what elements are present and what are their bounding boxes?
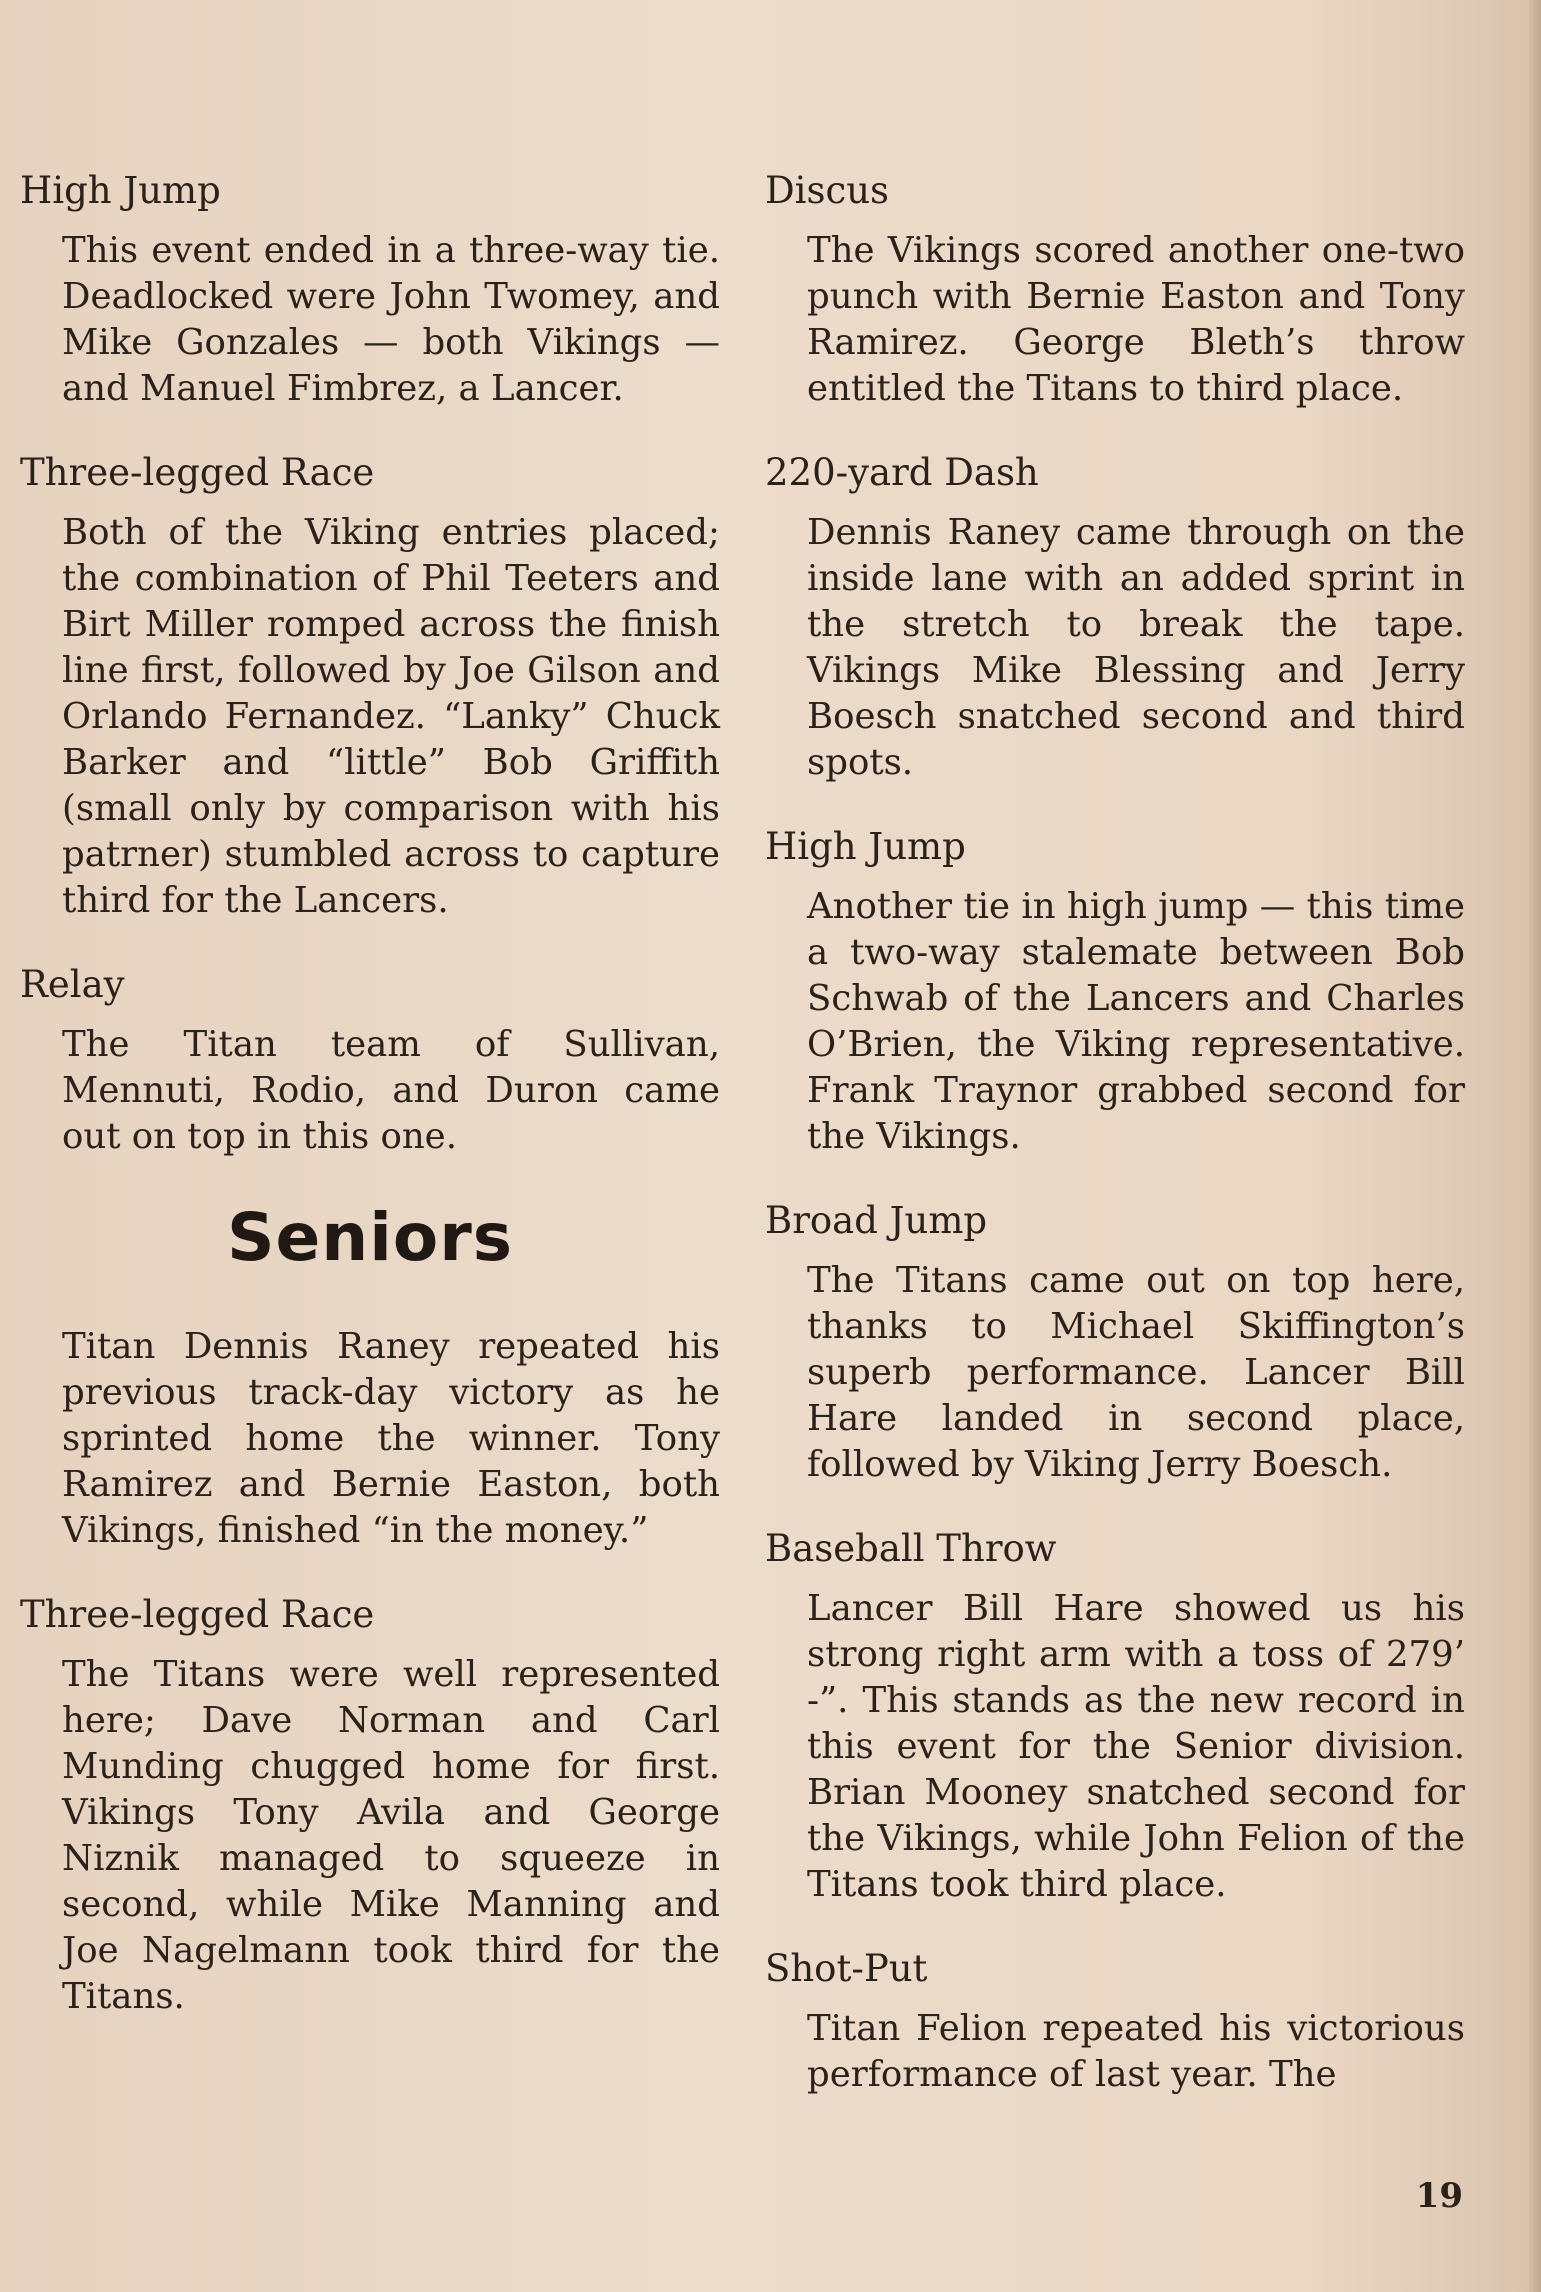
section-three-legged-race: [20, 450, 720, 924]
section-shot-put: [765, 1946, 1465, 2098]
section-body: Both of the Viking entries placed; the combination of Phil Teeters and Birt Miller romped across the finish line first, followed by Joe Gilson and Orlando Fernandez. “Lanky” Chuck Barker and “little” Bob Griffith (small only by comparison with his patrner) stumbled across to capture third for the Lancers.: [62, 512, 720, 921]
seniors-intro-text: Titan Dennis Raney repeated his previous track-day victory as he sprinted home the winner. Tony Ramirez and Bernie Easton, both Vikings, finished “in the money.”: [62, 1326, 720, 1551]
section-broad-jump: [765, 1198, 1465, 1488]
right-column: [765, 168, 1465, 2136]
section-body: The Titan team of Sullivan, Mennuti, Rodio, and Duron came out on top in this one.: [62, 1024, 720, 1157]
section-heading: Three-legged Race: [20, 1593, 375, 1636]
section-body: This event ended in a three-way tie. Deadlocked were John Twomey, and Mike Gonzales — both Vikings — and Manuel Fimbrez, a Lancer.: [62, 230, 720, 409]
section-seniors-three-legged-race: [20, 1592, 720, 2020]
section-heading: Baseball Throw: [765, 1527, 1057, 1570]
section-body: The Titans came out on top here, thanks to Michael Skiffington’s superb performance. Lancer Bill Hare landed in second place, followed by Viking Jerry Boesch.: [807, 1260, 1465, 1485]
section-high-jump: [20, 168, 720, 412]
section-body: Titan Felion repeated his victorious performance of last year. The: [807, 2008, 1465, 2095]
section-body: Dennis Raney came through on the inside lane with an added sprint in the stretch to break the tape. Vikings Mike Blessing and Jerry Boesch snatched second and third spots.: [807, 512, 1465, 783]
section-high-jump-seniors: [765, 824, 1465, 1160]
section-heading: Broad Jump: [765, 1199, 988, 1242]
section-relay: [20, 962, 720, 1160]
left-column: [20, 168, 720, 2058]
section-220-yard-dash: [765, 450, 1465, 786]
page-edge: [1529, 0, 1541, 2292]
section-heading: Relay: [20, 963, 125, 1006]
page-number: 19: [1415, 2176, 1463, 2216]
section-heading: High Jump: [20, 169, 221, 212]
section-heading: Discus: [765, 169, 890, 212]
section-body: Another tie in high jump — this time a two-way stalemate between Bob Schwab of the Lancers and Charles O’Brien, the Viking representative. Frank Traynor grabbed second for the Vikings.: [807, 886, 1465, 1157]
section-heading: 220-yard Dash: [765, 451, 1039, 494]
section-body: The Vikings scored another one-two punch with Bernie Easton and Tony Ramirez. George Bleth’s throw entitled the Titans to third place.: [807, 230, 1465, 409]
section-baseball-throw: [765, 1526, 1465, 1908]
section-heading: Shot-Put: [765, 1947, 928, 1990]
section-heading: High Jump: [765, 825, 966, 868]
seniors-intro: [20, 1324, 720, 1554]
section-body: The Titans were well represented here; Dave Norman and Carl Munding chugged home for first. Vikings Tony Avila and George Niznik managed to squeeze in second, while Mike Manning and Joe Nagelmann took third for the Titans.: [62, 1654, 720, 2017]
section-discus: [765, 168, 1465, 412]
seniors-title: Seniors: [226, 1199, 514, 1276]
section-body: Lancer Bill Hare showed us his strong right arm with a toss of 279’ -”. This stands as the new record in this event for the Senior division. Brian Mooney snatched second for the Vikings, while John Felion of the Titans took third place.: [807, 1588, 1465, 1905]
section-heading: Three-legged Race: [20, 451, 375, 494]
